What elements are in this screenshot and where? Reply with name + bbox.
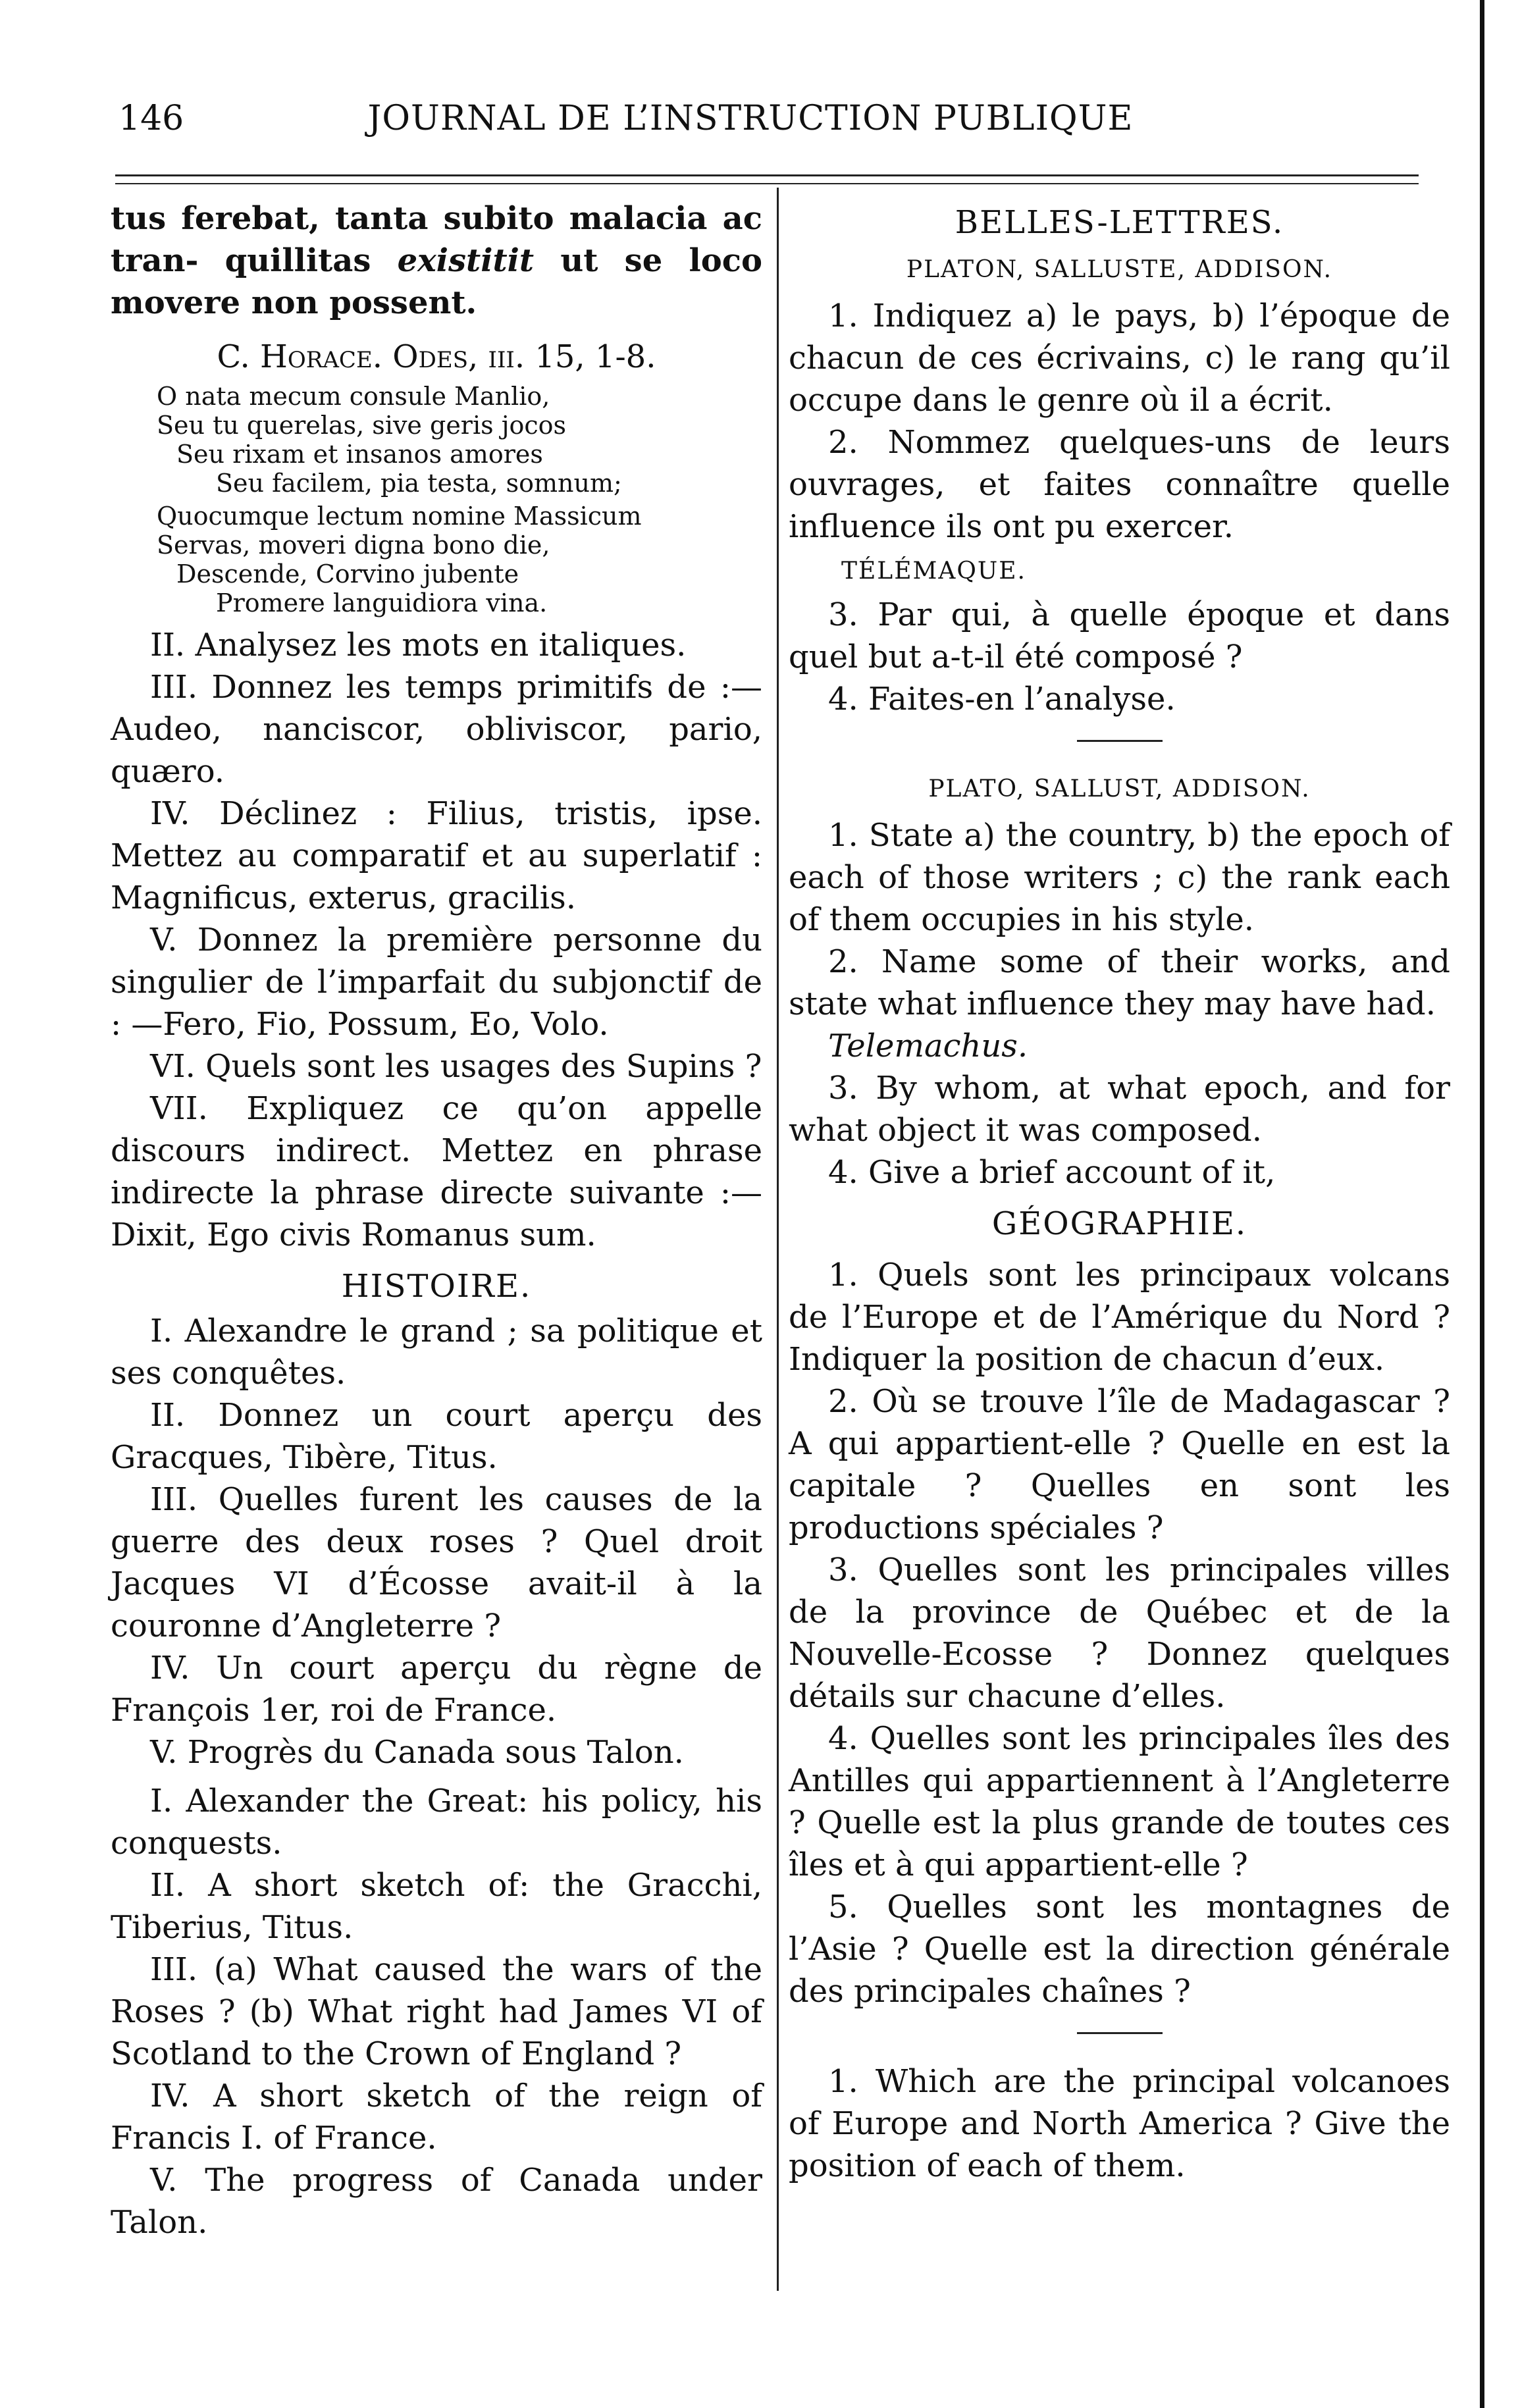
poem-line: Seu facilem, pia testa, somnum; <box>216 469 622 498</box>
question: 2. Où se trouve l’île de Madagascar ? A qui appartient-elle ? Quelle en est la capitale ? Quelles en sont les productions spéciales ? <box>789 1383 1450 1546</box>
question: 1. Which are the principal volcanoes of Europe and North America ? Give the position of each of them. <box>789 2063 1450 2184</box>
question: II. Donnez un court aperçu des Gracques, Tibère, Titus. <box>111 1397 762 1476</box>
question: 4. Faites-en l’analyse. <box>828 681 1176 718</box>
poem-line: Descende, Corvino jubente <box>176 560 519 589</box>
poem-line: Servas, moveri digna bono die, <box>157 531 550 560</box>
section-divider <box>1077 740 1163 742</box>
question: II. Analysez les mots en italiques. <box>150 627 687 664</box>
question: I. Alexandre le grand ; sa politique et ses conquêtes. <box>111 1313 762 1392</box>
journal-title: JOURNAL DE L’INSTRUCTION PUBLIQUE <box>367 99 1134 138</box>
question: VII. Expliquez ce qu’on appelle discours indirect. Mettez en phrase indirecte la phrase directe suivante :—Dixit, Ego civis Romanus sum. <box>111 1090 762 1253</box>
page-number: 146 <box>118 99 184 138</box>
question: 3. Quelles sont les principales villes de la province de Québec et de la Nouvelle-Ecosse ? Donnez quelques détails sur chacune d’elles. <box>789 1552 1450 1715</box>
page-edge <box>1480 0 1484 2408</box>
subheading-telemaque: TÉLÉMAQUE. <box>841 558 1026 585</box>
passage-line: quillitas <box>224 242 398 279</box>
left-column <box>111 197 762 2243</box>
question: 5. Quelles sont les montagnes de l’Asie ? Quelle est la direction générale des principales chaînes ? <box>789 1889 1450 2010</box>
question: IV. Déclinez : Filius, tristis, ipse. Mettez au comparatif et au superlatif : Magnificus, exterus, gracilis. <box>111 795 762 916</box>
question: II. A short sketch of: the Gracchi, Tiberius, Titus. <box>111 1867 762 1946</box>
running-header <box>105 99 1396 151</box>
authors-heading-en: PLATO, SALLUST, ADDISON. <box>928 775 1311 802</box>
question: III. Quelles furent les causes de la guerre des deux roses ? Quel droit Jacques VI d’Écosse avait-il à la couronne d’Angleterre ? <box>111 1481 762 1644</box>
section-heading-geographie: GÉOGRAPHIE. <box>991 1205 1247 1242</box>
column-divider <box>777 188 779 2291</box>
question: 3. Par qui, à quelle époque et dans quel but a-t-il été composé ? <box>789 596 1450 675</box>
question: V. Progrès du Canada sous Talon. <box>150 1734 684 1771</box>
question: IV. Un court aperçu du règne de François 1er, roi de France. <box>111 1650 762 1729</box>
question: I. Alexander the Great: his policy, his conquests. <box>111 1783 762 1862</box>
question: V. Donnez la première personne du singulier de l’imparfait du subjonctif de : —Fero, Fio, Possum, Eo, Volo. <box>111 922 762 1043</box>
question: VI. Quels sont les usages des Supins ? <box>150 1048 762 1085</box>
authors-heading-fr: PLATON, SALLUSTE, ADDISON. <box>906 256 1333 283</box>
poem-attribution: C. Horace. Odes, iii. 15, 1-8. <box>217 338 656 375</box>
question: 4. Give a brief account of it, <box>828 1154 1276 1191</box>
poem-line: Seu tu querelas, sive geris jocos <box>157 411 567 440</box>
header-rule-secondary <box>115 183 1419 184</box>
question: 1. Quels sont les principaux volcans de l’Europe et de l’Amérique du Nord ? Indiquer la position de chacun d’eux. <box>789 1257 1450 1378</box>
header-rule <box>115 174 1419 176</box>
question: III. Donnez les temps primitifs de :— Audeo, nanciscor, obliviscor, pario, quæro. <box>111 669 762 790</box>
question: 4. Quelles sont les principales îles des Antilles qui appartiennent à l’Angleterre ? Quelle est la plus grande de toutes ces îles et à qui appartient-elle ? <box>789 1720 1450 1883</box>
question: III. (a) What caused the wars of the Roses ? (b) What right had James VI of Scotland to the Crown of England ? <box>111 1951 762 2072</box>
latin-passage-continuation <box>111 197 762 324</box>
subheading-telemachus: Telemachus. <box>828 1028 1028 1064</box>
passage-line: possent. <box>329 284 477 321</box>
passage-line: tus ferebat, tanta subito malacia ac tran- <box>111 200 762 279</box>
latin-poem <box>111 382 762 617</box>
poem-line: Seu rixam et insanos amores <box>176 440 543 469</box>
poem-line: Promere languidiora vina. <box>216 589 548 617</box>
question: 2. Name some of their works, and state what influence they may have had. <box>789 943 1450 1022</box>
question: V. The progress of Canada under Talon. <box>111 2162 762 2241</box>
question: 1. State a) the country, b) the epoch of each of those writers ; c) the rank each of them occupies in his style. <box>789 817 1450 938</box>
section-divider <box>1077 2032 1163 2034</box>
section-heading-histoire: HISTOIRE. <box>341 1268 532 1305</box>
right-column <box>789 197 1450 2187</box>
question: IV. A short sketch of the reign of Francis I. of France. <box>111 2078 762 2157</box>
question: 1. Indiquez a) le pays, b) l’époque de chacun de ces écrivains, c) le rang qu’il occupe dans le genre où il a écrit. <box>789 298 1450 419</box>
italic-word: existitit <box>397 242 535 279</box>
poem-line: O nata mecum consule Manlio, <box>157 382 550 411</box>
passage-line: ut se loco movere non <box>111 242 762 321</box>
question: 3. By whom, at what epoch, and for what object it was composed. <box>789 1070 1450 1149</box>
section-heading-belles-lettres: BELLES-LETTRES. <box>955 204 1284 241</box>
poem-line: Quocumque lectum nomine Massicum <box>157 502 642 531</box>
question: 2. Nommez quelques-uns de leurs ouvrages, et faites connaître quelle influence ils ont pu exercer. <box>789 424 1450 545</box>
